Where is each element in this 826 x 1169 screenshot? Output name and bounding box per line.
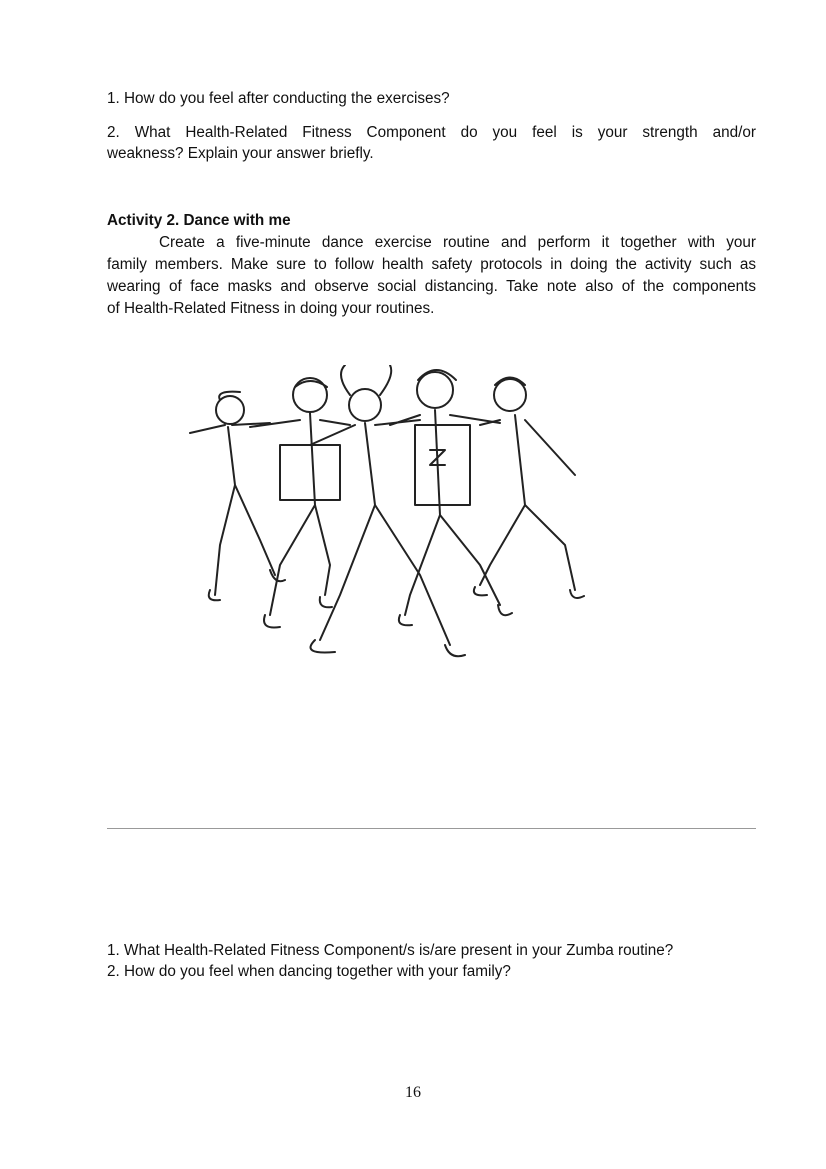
activity-paragraph-line: family members. Make sure to follow health safety protocols in doing the activity such as <box>107 256 756 273</box>
activity-paragraph-line: of Health-Related Fitness in doing your routines. <box>107 300 435 317</box>
page-number: 16 <box>405 1084 421 1101</box>
question-1: 1. How do you feel after conducting the exercises? <box>107 90 450 107</box>
activity-title: Activity 2. Dance with me <box>107 212 291 229</box>
dancers-illustration-icon <box>180 365 600 675</box>
activity-paragraph-line: Create a five-minute dance exercise routine and perform it together with your <box>159 234 756 251</box>
follow-up-question-2: 2. How do you feel when dancing together with your family? <box>107 963 511 980</box>
follow-up-question-1: 1. What Health-Related Fitness Component/s is/are present in your Zumba routine? <box>107 942 674 959</box>
question-2-cont: weakness? Explain your answer briefly. <box>107 145 374 162</box>
question-2: 2. What Health-Related Fitness Component do you feel is your strength and/or <box>107 124 756 141</box>
divider <box>107 828 756 829</box>
activity-paragraph-line: wearing of face masks and observe social distancing. Take note also of the components <box>107 278 756 295</box>
